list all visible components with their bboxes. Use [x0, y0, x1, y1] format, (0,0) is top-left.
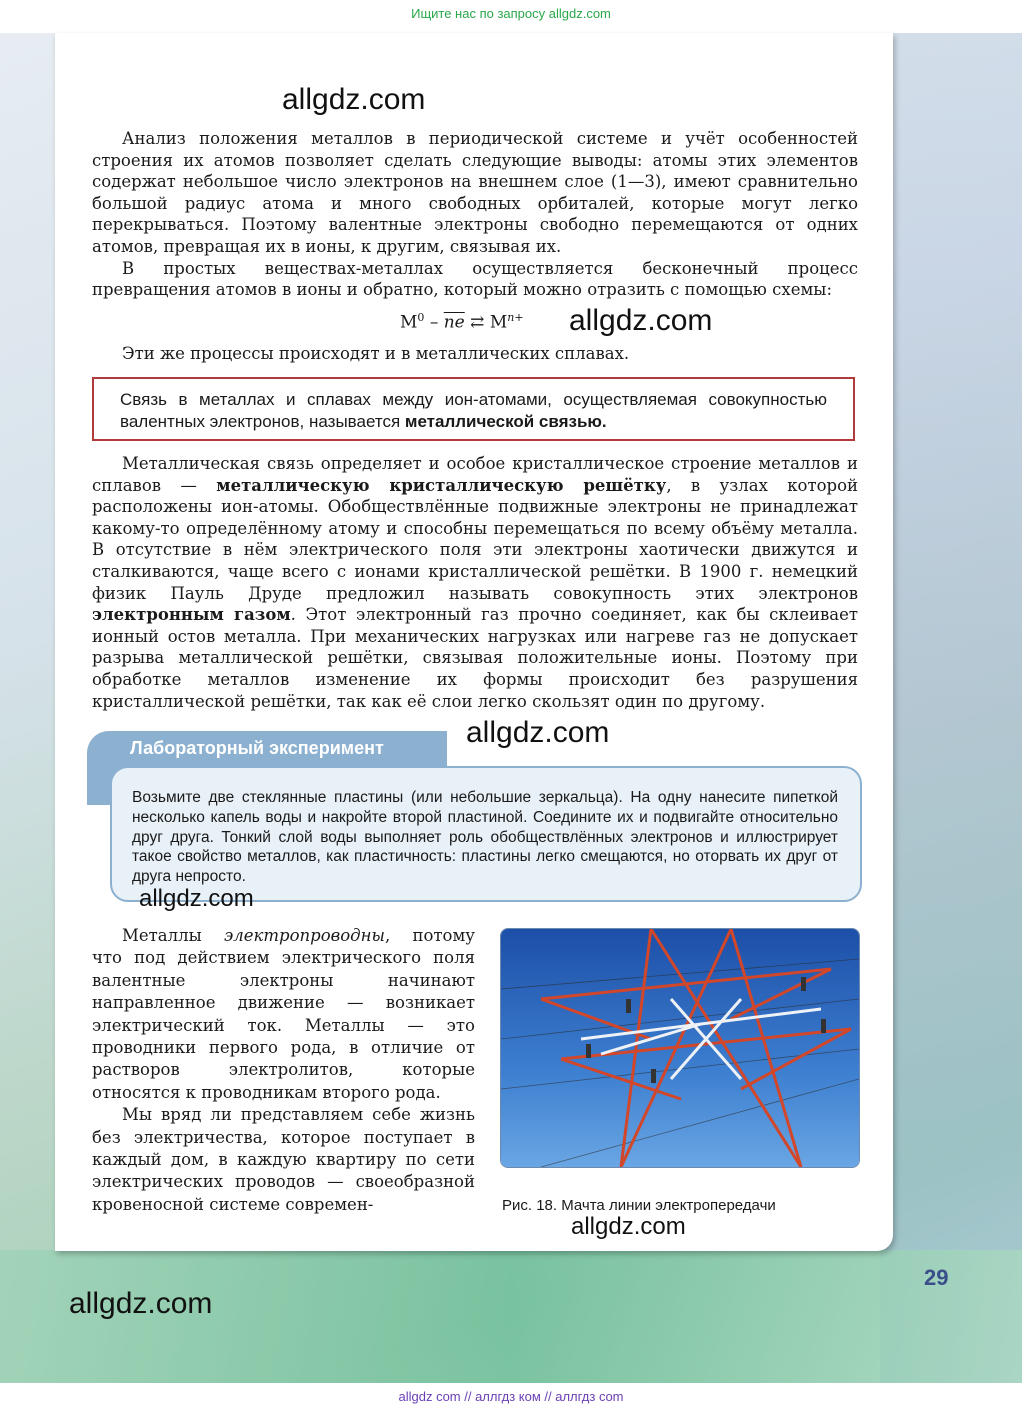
- paragraph: Эти же процессы происходят и в металлических сплавах.: [122, 344, 630, 363]
- bottom-banner[interactable]: allgdz com // аллгдз ком // аллгдз com: [398, 1389, 624, 1404]
- ion-formula: $M^0 - \overline{ne}$ ⇄ $M^{n+}$: [400, 311, 524, 333]
- lab-experiment-box: [110, 766, 862, 902]
- definition-term: металлической связью.: [404, 412, 607, 431]
- top-banner[interactable]: Ищите нас по запросу allgdz.com: [411, 6, 611, 21]
- lab-text: Возьмите две стеклянные пластины (или небольшие зеркальца). На одну нанесите пипеткой несколько капель воды и накройте второй пластиной. Соедините их и подвигайте относительно друг друга. Тонкий слой воды выполняет роль обобществлённых электронов и иллюстрирует такое свойство металлов, как пластичность: пластины легко смещаются, но оторвать их друг от друга непросто.: [132, 789, 838, 886]
- power-tower-illustration: [501, 929, 859, 1167]
- watermark: allgdz.com: [569, 304, 713, 337]
- background-shape: [880, 33, 1022, 1383]
- watermark: allgdz.com: [139, 885, 254, 912]
- figure-caption: Рис. 18. Мачта линии электропередачи: [502, 1197, 776, 1214]
- watermark: allgdz.com: [282, 83, 426, 116]
- definition-box: Связь в металлах и сплавах между ион-атомами, осуществляемая совокупностью валентных электронов, называется металлической связью.: [92, 377, 855, 441]
- intro-text-end: [92, 343, 858, 365]
- lab-title: Лабораторный эксперимент: [130, 738, 384, 758]
- power-tower-photo: [500, 928, 860, 1168]
- paragraph: Металлы электропроводны, потому что под действием электрического поля валентные электроны начинают направленное движение — возникает электрический ток. Металлы — это проводники первого рода, в отличие от растворов электролитов, которые относятся к проводникам второго рода.: [92, 926, 475, 1102]
- intro-text: [92, 128, 858, 301]
- page-number: 29: [924, 1265, 949, 1290]
- paragraph: Мы вряд ли представляем себе жизнь без электричества, которое поступает в каждый дом, в каждую квартиру по сети электрических проводов — своеобразной кровеносной системе современ-: [92, 1105, 475, 1214]
- column-text: [92, 925, 475, 1216]
- main-text: [92, 453, 858, 712]
- watermark: allgdz.com: [571, 1213, 686, 1240]
- paragraph: Анализ положения металлов в периодической системе и учёт особенностей строения их атомов позволяет сделать следующие выводы: атомы этих элементов содержат небольшое число электронов на внешнем слое (1—3), имеют сравнительно большой радиус атома и много свободных орбиталей, которые могут легко перекрываться. Поэтому валентные электроны свободно перемещаются от одних атомов, превращая их в ионы, к другим, связывая их.: [92, 129, 858, 256]
- paragraph: Металлическая связь определяет и особое кристаллическое строение металлов и сплавов — металлическую кристаллическую решётку, в узлах которой расположены ион-атомы. Обобществлённые подвижные электроны не принадлежат какому-то определённому атому и способны перемещаться по всему объёму металла. В отсутствие в нём электрического поля эти электроны хаотически движутся и сталкиваются, чаще всего с ионами кристаллической решётки. В 1900 г. немецкий физик Пауль Друде предложил называть совокупность этих электронов электронным газом. Этот электронный газ прочно соединяет, как бы склеивает ионный остов металла. При механических нагрузках или нагреве газ не допускает разрыва металлической решётки, связывая положительные ионы. Поэтому при обработке металлов изменение их формы происходит без разрушения кристаллической решётки, так как её слои легко скользят один по другому.: [92, 454, 859, 711]
- paragraph: В простых веществах-металлах осуществляется бесконечный процесс превращения атомов в ионы и обратно, который можно отразить с помощью схемы:: [92, 258, 858, 300]
- watermark: allgdz.com: [466, 716, 610, 749]
- watermark: allgdz.com: [69, 1287, 213, 1320]
